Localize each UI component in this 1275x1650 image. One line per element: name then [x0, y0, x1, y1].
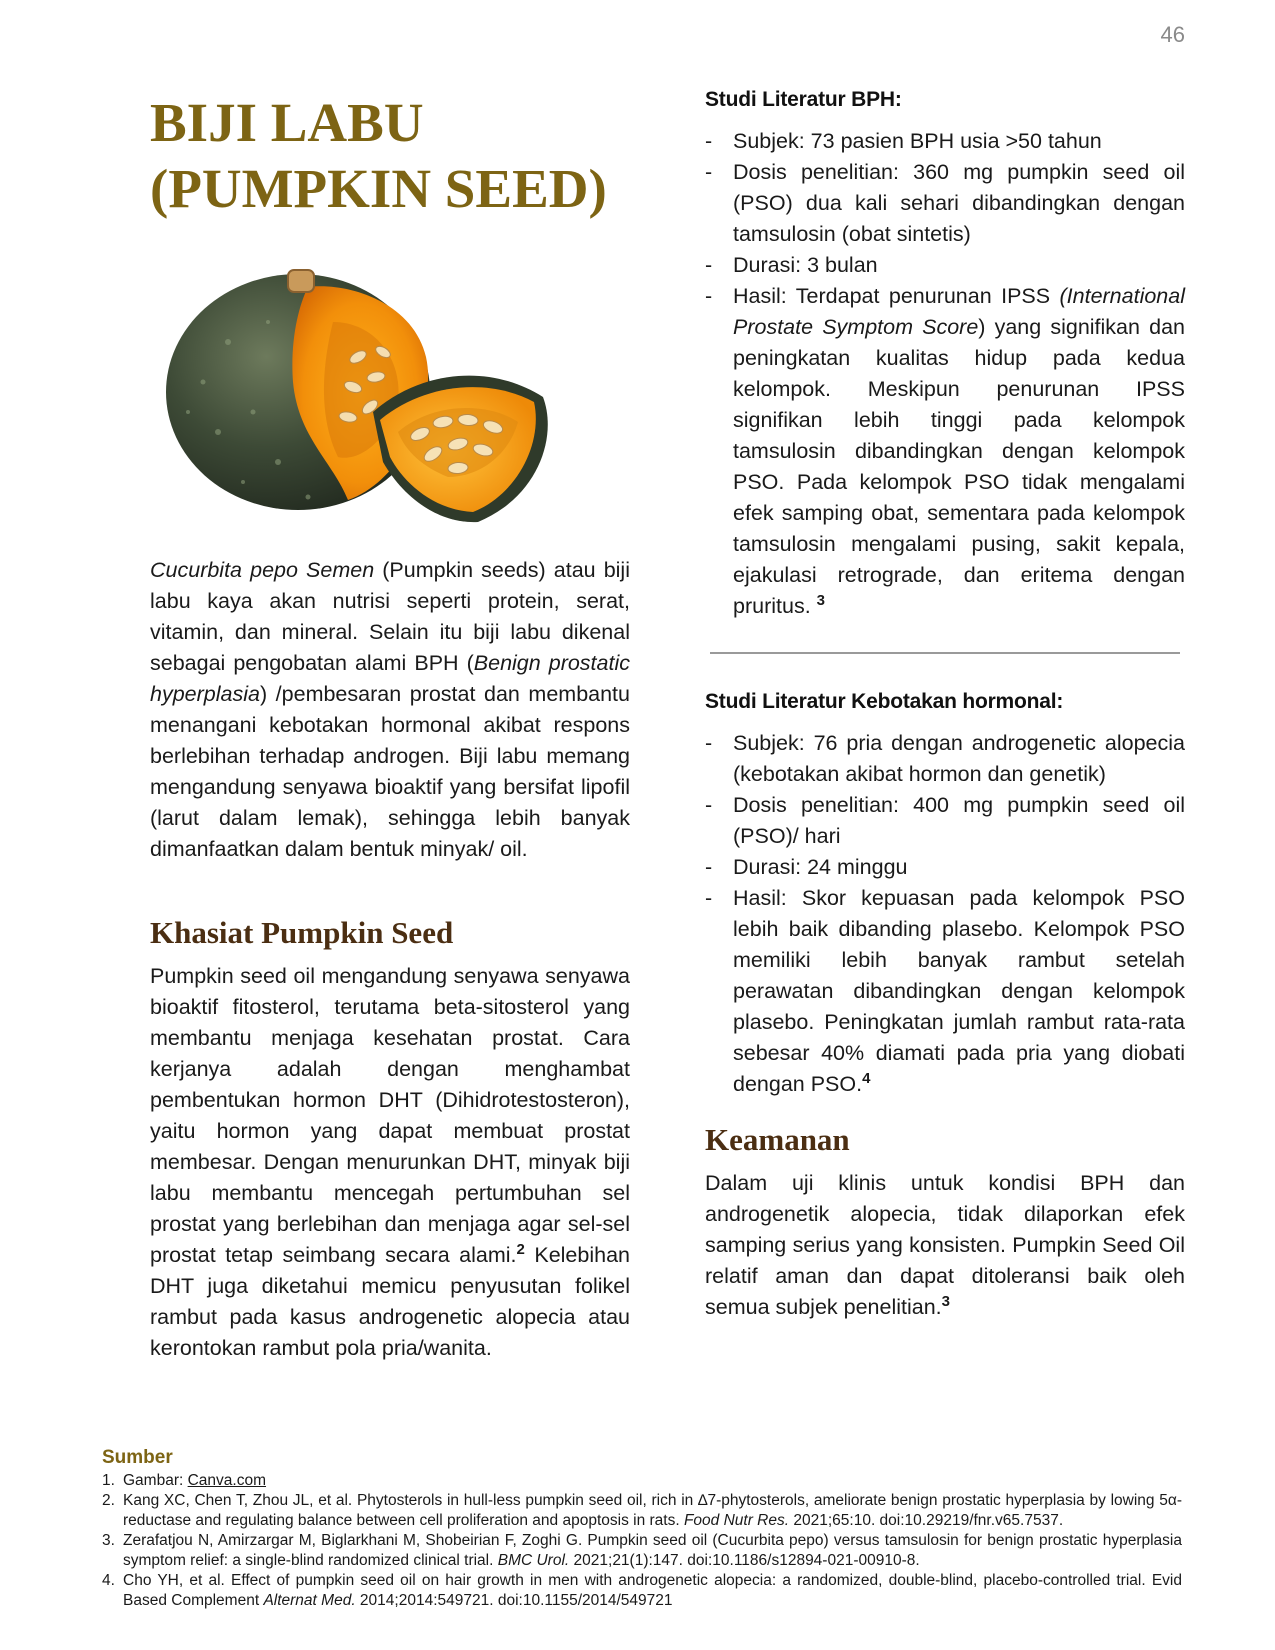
source-journal: BMC Urol.	[497, 1552, 570, 1569]
source-journal: Alternat Med.	[263, 1592, 356, 1609]
intro-paragraph	[150, 555, 630, 865]
intro-text-1: (Pumpkin seeds) atau biji labu kaya akan nutrisi seperti protein, serat, vitamin, dan mineral. Selain itu biji labu dikenal sebagai pengobatan alami BPH (	[150, 558, 630, 675]
source-number: 4.	[102, 1572, 115, 1589]
study-bph-result-a: Hasil: Terdapat penurunan IPSS	[733, 284, 1060, 308]
source-item	[102, 1571, 1182, 1611]
sources-section	[102, 1447, 1182, 1611]
study-bph-duration: - Durasi: 3 bulan	[705, 250, 1185, 281]
study-hair-result-text: Hasil: Skor kepuasan pada kelompok PSO lebih baik dibanding plasebo. Kelompok PSO memiliki lebih banyak rambut setelah perawatan dibandingkan dengan kelompok plasebo. Peningkatan jumlah rambut rata-rata sebesar 40% diamati pada pria yang diobati dengan PSO.	[733, 886, 1185, 1096]
study-bph-title: Studi Literatur BPH:	[705, 88, 902, 111]
khasiat-text-1: Pumpkin seed oil mengandung senyawa senyawa bioaktif fitosterol, terutama beta-sitosterol yang membantu menjaga kesehatan prostat. Cara kerjanya adalah dengan menghambat pembentukan hormon DHT (Dihidrotestosteron), yaitu hormon yang dapat membuat prostat membesar. Dengan menurunkan DHT, minyak biji labu membantu mencegah pertumbuhan sel prostat yang berlebihan dan menjaga agar sel-sel prostat tetap seimbang secara alami.	[150, 964, 630, 1267]
title-line-1: BIJI LABU	[150, 92, 424, 153]
sources-list	[102, 1471, 1182, 1611]
title-line-2: (PUMPKIN SEED)	[150, 158, 607, 219]
source-tail: 2021;65:10. doi:10.29219/fnr.v65.7537.	[789, 1512, 1064, 1529]
ipss-term: (International Prostate Symptom Score	[733, 284, 1185, 339]
study-hair-dose: - Dosis penelitian: 400 mg pumpkin seed oil (PSO)/ hari	[705, 790, 1185, 852]
bph-term: Benign prostatic hyperplasia	[150, 651, 630, 706]
keamanan-text: Dalam uji klinis untuk kondisi BPH dan androgenetik alopecia, tidak dilaporkan efek samping serius yang konsisten. Pumpkin Seed Oil relatif aman dan dapat ditoleransi baik oleh semua subjek penelitian.	[705, 1171, 1185, 1319]
khasiat-heading: Khasiat Pumpkin Seed	[150, 915, 454, 950]
study-hair-list	[705, 728, 1185, 1100]
pumpkin-image	[158, 262, 578, 532]
keamanan-paragraph	[705, 1168, 1185, 1323]
study-hair-duration: - Durasi: 24 minggu	[705, 852, 1185, 883]
source-text: Kang XC, Chen T, Zhou JL, et al. Phytosterols in hull-less pumpkin seed oil, rich in ∆7-phytosterols, ameliorate benign prostatic hyperplasia by lowing 5α-reductase and regulating balance between cell proliferation and apoptosis in rats.	[123, 1492, 1182, 1529]
right-column	[705, 88, 1185, 1323]
page-number: 46	[1160, 22, 1185, 47]
left-column	[150, 90, 630, 1364]
study-hair-result	[705, 883, 1185, 1100]
source-number: 1.	[102, 1472, 115, 1489]
canva-link[interactable]: Canva.com	[187, 1472, 267, 1489]
section-divider	[710, 652, 1180, 654]
source-number: 2.	[102, 1492, 115, 1509]
study-bph-dose: - Dosis penelitian: 360 mg pumpkin seed oil (PSO) dua kali sehari dibandingkan dengan tamsulosin (obat sintetis)	[705, 157, 1185, 250]
study-hair-title: Studi Literatur Kebotakan hormonal:	[705, 690, 1064, 713]
keamanan-heading: Keamanan	[705, 1122, 850, 1157]
source-item	[102, 1531, 1182, 1571]
study-hair-subject: - Subjek: 76 pria dengan androgenetic alopecia (kebotakan akibat hormon dan genetik)	[705, 728, 1185, 790]
khasiat-paragraph	[150, 961, 630, 1364]
page-title	[150, 90, 630, 222]
source-tail: 2014;2014:549721. doi:10.1155/2014/549721	[355, 1592, 673, 1609]
species-name: Cucurbita pepo Semen	[150, 558, 375, 582]
sources-title: Sumber	[102, 1447, 173, 1468]
khasiat-ref: 2	[516, 1240, 525, 1258]
source-tail: 2021;21(1):147. doi:10.1186/s12894-021-00910-8.	[569, 1552, 920, 1569]
source-journal: Food Nutr Res.	[683, 1512, 790, 1529]
source-text: Cho YH, et al. Effect of pumpkin seed oil on hair growth in men with androgenetic alopecia: a randomized, double-blind, placebo-controlled trial. Evid Based Complement	[123, 1572, 1182, 1609]
study-bph-result-b: ) yang signifikan dan peningkatan kualitas hidup pada kedua kelompok. Meskipun penurunan IPSS signifikan lebih tinggi pada kelompok tamsulosin dibandingkan dengan kelompok PSO. Pada kelompok PSO tidak mengalami efek samping obat, sementara pada kelompok tamsulosin mengalami pusing, sakit kepala, ejakulasi retrograde, dan eritema dengan pruritus.	[733, 315, 1185, 618]
study-hair-ref: 4	[862, 1069, 871, 1087]
intro-text-2: ) /pembesaran prostat dan membantu menangani kebotakan hormonal akibat respons berlebihan terhadap androgen. Biji labu memang mengandung senyawa bioaktif yang bersifat lipofil (larut dalam lemak), sehingga lebih banyak dimanfaatkan dalam bentuk minyak/ oil.	[150, 682, 630, 861]
study-bph-list	[705, 126, 1185, 622]
source-item	[102, 1491, 1182, 1531]
source-text: Gambar:	[123, 1472, 188, 1489]
source-number: 3.	[102, 1532, 115, 1549]
keamanan-ref: 3	[941, 1292, 950, 1310]
study-bph-ref: 3	[816, 591, 825, 609]
study-bph-result	[705, 281, 1185, 622]
source-text: Zerafatjou N, Amirzargar M, Biglarkhani M, Shobeirian F, Zoghi G. Pumpkin seed oil (Cucurbita pepo) versus tamsulosin for benign prostatic hyperplasia symptom relief: a single-blind randomized clinical trial.	[123, 1532, 1182, 1569]
khasiat-text-2: Kelebihan DHT juga diketahui memicu penyusutan folikel rambut pada kasus androgenetic alopecia atau kerontokan rambut pola pria/wanita.	[150, 1243, 630, 1360]
study-bph-subject: - Subjek: 73 pasien BPH usia >50 tahun	[705, 126, 1185, 157]
source-item	[102, 1471, 1182, 1491]
